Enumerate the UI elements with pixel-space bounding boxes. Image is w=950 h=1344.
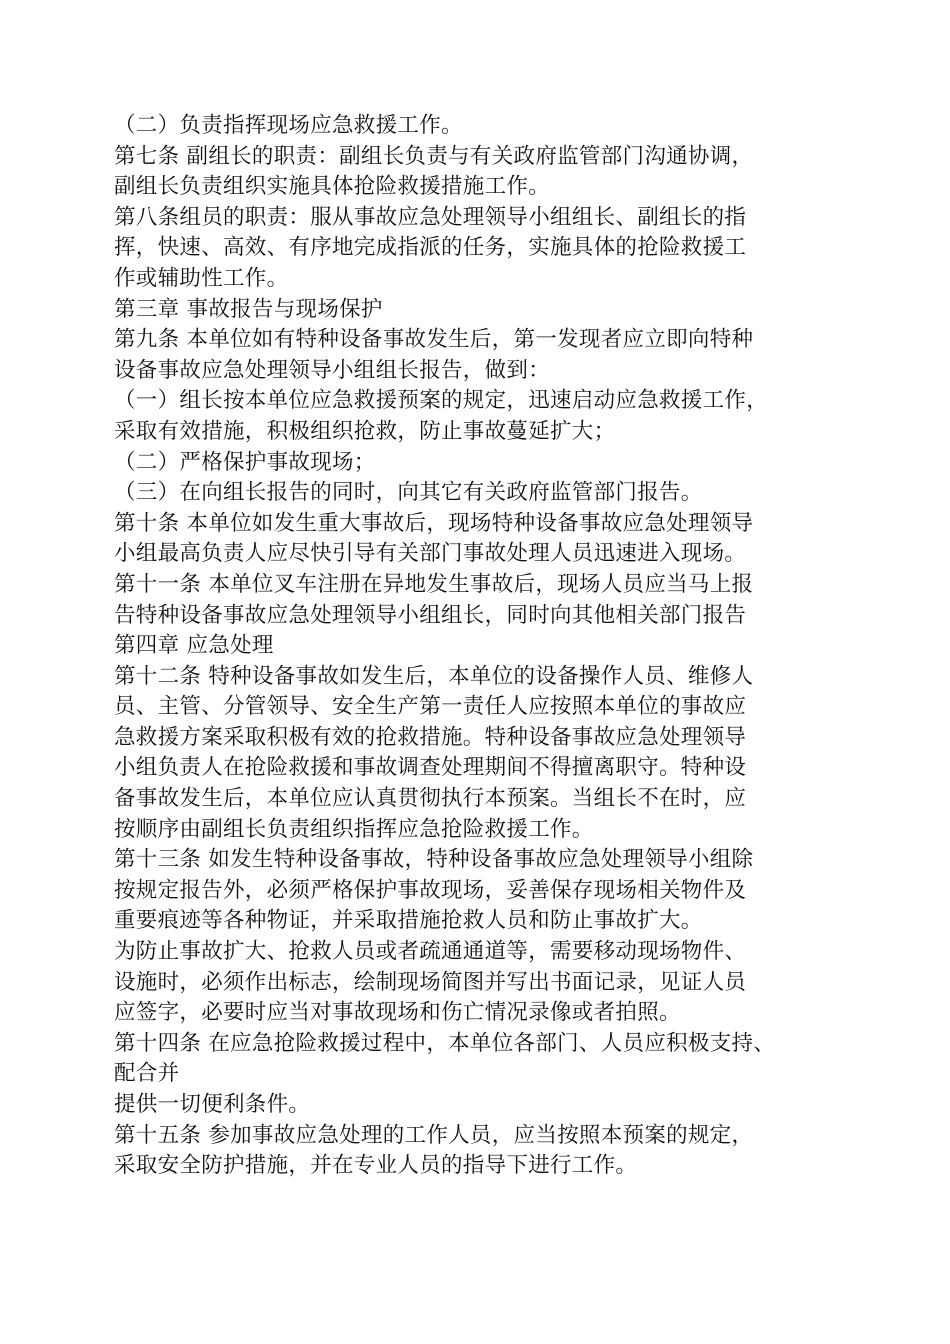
text-line: 设备事故应急处理领导小组组长报告，做到： bbox=[114, 357, 551, 383]
text-line: 第八条组员的职责：服从事故应急处理领导小组组长、副组长的指 bbox=[114, 204, 747, 230]
text-line: 副组长负责组织实施具体抢险救援措施工作。 bbox=[114, 174, 551, 200]
text-line: 第十二条 特种设备事故如发生后，本单位的设备操作人员、维修人 bbox=[114, 663, 754, 689]
text-line: 第九条 本单位如有特种设备事故发生后，第一发现者应立即向特种 bbox=[114, 327, 754, 353]
text-line: 按顺序由副组长负责组织指挥应急抢险救援工作。 bbox=[114, 816, 594, 842]
text-line: 小组负责人在抢险救援和事故调查处理期间不得擅离职守。特种设 bbox=[114, 755, 747, 781]
text-line: 配合并 bbox=[114, 1061, 180, 1087]
chapter-heading: 第四章 应急处理 bbox=[114, 633, 274, 659]
text-line: 提供一切便利条件。 bbox=[114, 1092, 311, 1117]
text-line: （一）组长按本单位应急救援预案的规定，迅速启动应急救援工作， bbox=[114, 388, 769, 414]
text-line: 作或辅助性工作。 bbox=[114, 265, 289, 291]
text-line: （二）负责指挥现场应急救援工作。 bbox=[114, 113, 463, 138]
text-line: 第十四条 在应急抢险救援过程中，本单位各部门、人员应积极支持、 bbox=[114, 1030, 776, 1056]
text-line: 为防止事故扩大、抢救人员或者疏通通道等，需要移动现场物件、 bbox=[114, 939, 747, 965]
text-line: 第七条 副组长的职责：副组长负责与有关政府监管部门沟通协调， bbox=[114, 143, 754, 169]
text-line: （二）严格保护事故现场； bbox=[114, 449, 376, 475]
text-line: 急救援方案采取积极有效的抢救措施。特种设备事故应急处理领导 bbox=[114, 724, 747, 750]
text-line: 采取有效措施，积极组织抢救，防止事故蔓延扩大； bbox=[114, 418, 616, 444]
text-line: 按规定报告外，必须严格保护事故现场，妥善保存现场相关物件及 bbox=[114, 877, 747, 903]
text-line: 第十五条 参加事故应急处理的工作人员，应当按照本预案的规定， bbox=[114, 1122, 754, 1148]
chapter-heading: 第三章 事故报告与现场保护 bbox=[114, 296, 383, 322]
text-line: 告特种设备事故应急处理领导小组组长，同时向其他相关部门报告 bbox=[114, 602, 747, 628]
text-line: 备事故发生后，本单位应认真贯彻执行本预案。当组长不在时，应 bbox=[114, 786, 747, 812]
text-line: 应签字，必要时应当对事故现场和伤亡情况录像或者拍照。 bbox=[114, 1000, 681, 1026]
text-line: 员、主管、分管领导、安全生产第一责任人应按照本单位的事故应 bbox=[114, 694, 747, 720]
text-line: 采取安全防护措施，并在专业人员的指导下进行工作。 bbox=[114, 1153, 638, 1179]
document-body bbox=[114, 111, 874, 1182]
text-line: 挥，快速、高效、有序地完成指派的任务，实施具体的抢险救援工 bbox=[114, 235, 747, 261]
text-line: 第十三条 如发生特种设备事故，特种设备事故应急处理领导小组除 bbox=[114, 847, 754, 873]
text-line: 重要痕迹等各种物证，并采取措施抢救人员和防止事故扩大。 bbox=[114, 908, 703, 934]
text-line: （三）在向组长报告的同时，向其它有关政府监管部门报告。 bbox=[114, 480, 703, 506]
text-line: 第十条 本单位如发生重大事故后，现场特种设备事故应急处理领导 bbox=[114, 510, 754, 536]
text-line: 设施时，必须作出标志，绘制现场简图并写出书面记录，见证人员 bbox=[114, 969, 747, 995]
text-line: 第十一条 本单位叉车注册在异地发生事故后，现场人员应当马上报 bbox=[114, 571, 754, 597]
text-line: 小组最高负责人应尽快引导有关部门事故处理人员迅速进入现场。 bbox=[114, 541, 747, 567]
